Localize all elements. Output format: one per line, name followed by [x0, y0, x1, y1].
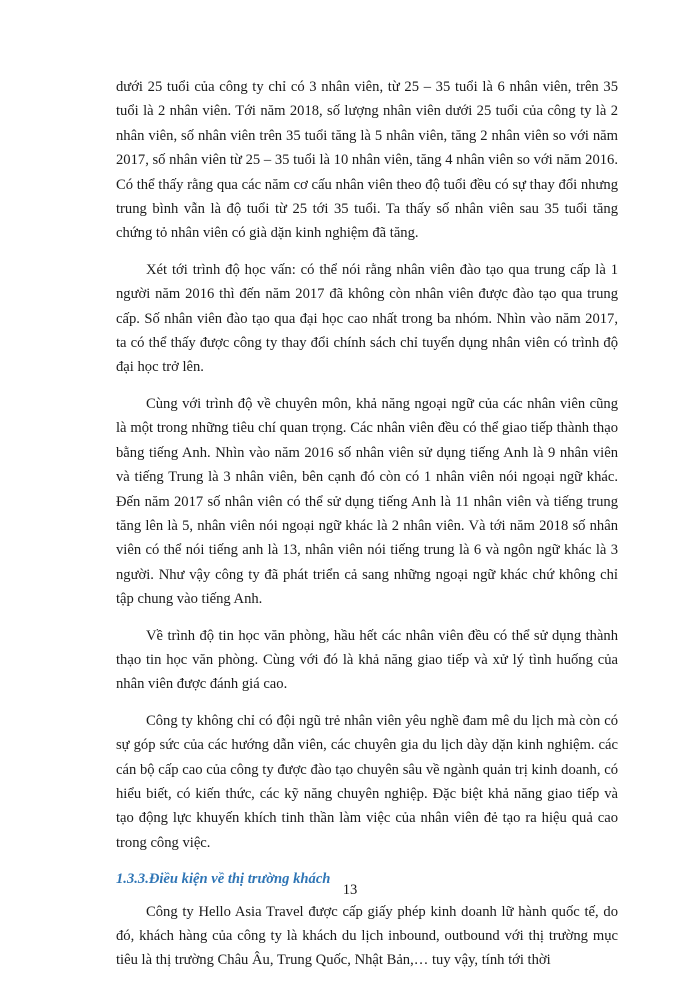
page-number: 13	[342, 882, 358, 898]
paragraph-languages: Cùng với trình độ về chuyên môn, khả năng ngoại ngữ của các nhân viên cũng là một trong những tiêu chí quan trọng. Các nhân viên đều có thể giao tiếp thành thạo bằng tiếng Anh. Nhìn vào năm 2016 số nhân viên sử dụng tiếng Anh là 9 nhân viên và tiếng Trung là 3 nhân viên, bên cạnh đó còn có 1 nhân viên nói ngoại ngữ khác. Đến năm 2017 số nhân viên có thể sử dụng tiếng Anh là 11 nhân viên và tiếng trung tăng lên là 5, nhân viên nói ngoại ngữ khác là 2 nhân viên. Và tới năm 2018 số nhân viên có thể nói tiếng anh là 13, nhân viên nói tiếng trung là 6 và ngôn ngữ khác là 3 người. Như vậy công ty đã phát triển cả sang những ngoại ngữ khác chứ không chỉ tập chung vào tiếng Anh.	[116, 395, 618, 608]
paragraph-market: Công ty Hello Asia Travel được cấp giấy phép kinh doanh lữ hành quốc tế, do đó, khách hàng của công ty là khách du lịch inbound, outbound với thị trường mục tiêu là thị trường Châu Âu, Trung Quốc, Nhật Bản,… tuy vậy, tính tới thời	[116, 903, 618, 969]
paragraph-office-skills: Về trình độ tin học văn phòng, hầu hết các nhân viên đều có thể sử dụng thành thạo tin học văn phòng. Cùng với đó là khả năng giao tiếp và xử lý tình huống của nhân viên được đánh giá cao.	[116, 627, 618, 693]
paragraph-age-structure: dưới 25 tuổi của công ty chỉ có 3 nhân viên, từ 25 – 35 tuổi là 6 nhân viên, trên 35 tuổi là 2 nhân viên. Tới năm 2018, số lượng nhân viên dưới 25 tuổi của công ty là 2 nhân viên, số nhân viên trên 35 tuổi tăng là 5 nhân viên, tăng 2 nhân viên so với năm 2017, số nhân viên từ 25 – 35 tuổi là 10 nhân viên, tăng 4 nhân viên so với năm 2016. Có thể thấy rằng qua các năm cơ cấu nhân viên theo độ tuổi đều có sự thay đổi nhưng trung bình vẫn là độ tuổi từ 25 tới 35 tuổi. Ta thấy số nhân viên sau 35 tuổi tăng chứng tỏ nhân viên có già dặn kinh nghiệm đã tăng.	[116, 79, 618, 242]
paragraph-staff-quality: Công ty không chỉ có đội ngũ trẻ nhân viên yêu nghề đam mê du lịch mà còn có sự góp sức của các hướng dẫn viên, các chuyên gia du lịch dày dặn kinh nghiệm. các cán bộ cấp cao của công ty được đào tạo chuyên sâu về ngành quản trị kinh doanh, có hiểu biết, có kiến thức, các kỹ năng chuyên nghiệp. Đặc biệt khả năng giao tiếp và tạo động lực khuyến khích tinh thần làm việc của nhân viên đẻ tạo ra hiệu quả cao trong công việc.	[116, 712, 618, 851]
document-page	[116, 75, 618, 985]
paragraph-education: Xét tới trình độ học vấn: có thể nói rằng nhân viên đào tạo qua trung cấp là 1 người năm 2016 thì đến năm 2017 đã không còn nhân viên được đào tạo qua trung cấp. Số nhân viên đào tạo qua đại học cao nhất trong ba nhóm. Nhìn vào năm 2017, ta có thể thấy được công ty thay đổi chính sách chỉ tuyển dụng nhân viên có trình độ đại học trở lên.	[116, 261, 618, 376]
section-heading: 1.3.3.Điều kiện về thị trường khách	[116, 871, 331, 888]
